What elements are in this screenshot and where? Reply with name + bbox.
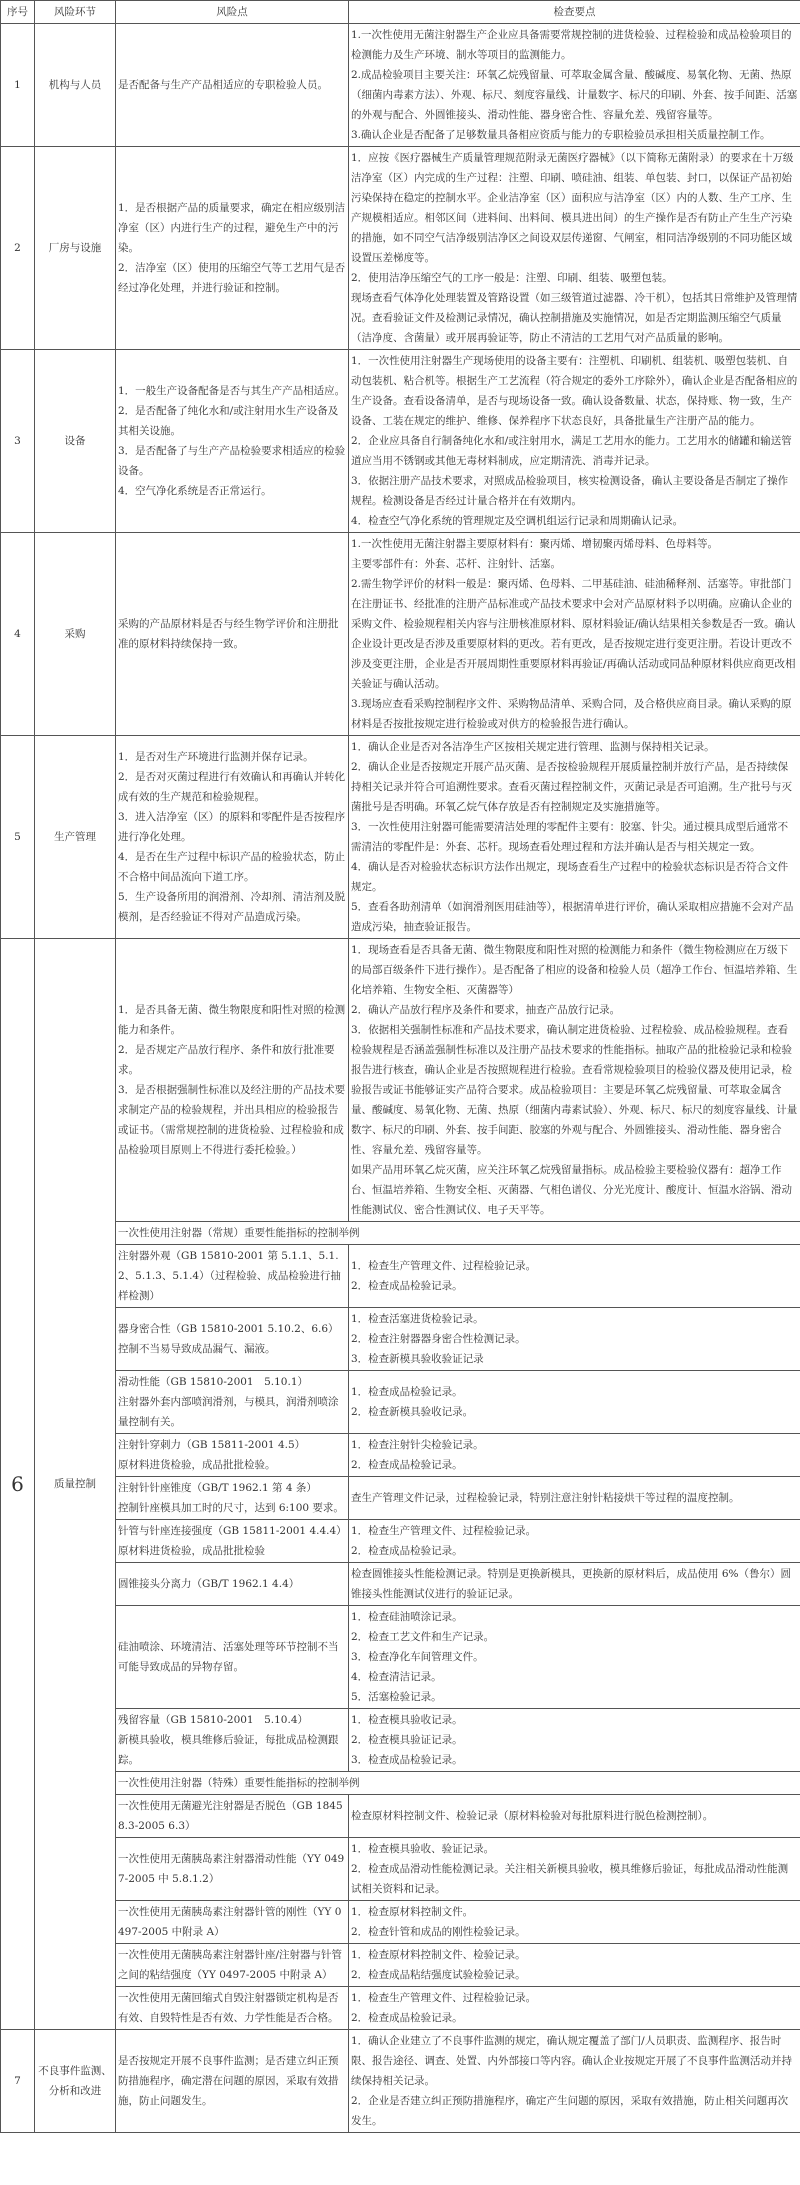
table-row: [1, 736, 800, 939]
text-line: 2．检查新模具验收记录。: [351, 1406, 474, 1418]
text-line: 3．一次性使用注射器可能需要清洁处理的零配件主要有：胶塞、针尖。通过模具成型后通常不需清洁的零配件是：外套、芯杆。现场查看处理过程和方法并确认是否与相关规定一致。: [351, 821, 789, 853]
sub-section-title: 一次性使用注射器（特殊）重要性能指标的控制举例: [116, 1772, 800, 1795]
sub-item-indicator: [116, 1308, 349, 1371]
sub-item-check: [349, 1795, 800, 1838]
text-line: 1．检查原材料控制文件、检验记录。: [351, 1949, 526, 1961]
text-line: 4．是否在生产过程中标识产品的检验状态，防止不合格中间品流向下道工序。: [118, 851, 346, 883]
text-line: 3.现场应查看采购控制程序文件、采购物品清单、采购合同，及合格供应商目录。确认采购的原材料是否按批按规定进行检验或对供方的检验报告进行确认。: [351, 698, 792, 730]
sub-item-indicator: [116, 1245, 349, 1308]
risk-point: [116, 350, 349, 533]
row-number: 5: [1, 736, 35, 939]
sub-section-title-row: [1, 1222, 800, 1245]
text-line: 一次性使用无菌回缩式自毁注射器锁定机构是否有效、自毁特性是否有效、力学性能是否合格。: [118, 1992, 339, 2024]
text-line: 新模具验收，模具维修后验证，每批成品检测跟踪。: [118, 1734, 339, 1766]
text-line: 一次性使用无菌避光注射器是否脱色（GB 18458.3-2005 6.3）: [118, 1800, 343, 1832]
text-line: 1.一次性使用无菌注射器主要原材料有：聚丙烯、增韧聚丙烯母料、色母料等。: [351, 538, 719, 550]
sub-item-indicator: [116, 1477, 349, 1520]
text-line: 2．检查成品检验记录。: [351, 1459, 463, 1471]
risk-link: 采购: [35, 533, 116, 736]
text-line: 3．依据注册产品技术要求，对照成品检验项目，核实检测设备，确认主要设备是否制定了操作规程。检测设备是否经过计量合格并在有效期内。: [351, 475, 789, 507]
sub-item-row: [1, 1901, 800, 1944]
text-line: 一次性使用无菌胰岛素注射器滑动性能（YY 0497-2005 中 5.8.1.2）: [118, 1853, 345, 1885]
text-line: 注射器外套内部喷润滑剂，与模具，润滑剂喷涂量控制有关。: [118, 1396, 339, 1428]
text-line: 2．检查成品检验记录。: [351, 2012, 463, 2024]
sub-item-indicator: [116, 1434, 349, 1477]
text-line: 1．检查生产管理文件、过程检验记录。: [351, 1992, 537, 2004]
text-line: 2．是否规定产品放行程序、条件和放行批准要求。: [118, 1044, 335, 1076]
table-row: [1, 24, 800, 147]
text-line: 1．检查生产管理文件、过程检验记录。: [351, 1260, 537, 1272]
risk-point: [116, 736, 349, 939]
text-line: 4．检查空气净化系统的管理规定及空调机组运行记录和周期确认记录。: [351, 515, 684, 527]
sub-item-row: [1, 1371, 800, 1434]
sub-item-row: [1, 1944, 800, 1987]
table-row: [1, 350, 800, 533]
text-line: 圆锥接头分离力（GB/T 1962.1 4.4）: [118, 1578, 300, 1590]
sub-item-indicator: [116, 1944, 349, 1987]
table-body: [1, 24, 800, 2133]
sub-item-row: [1, 1987, 800, 2030]
risk-point: [116, 2030, 349, 2133]
text-line: 2．检查注射器器身密合性检测记录。: [351, 1333, 526, 1345]
risk-link: 厂房与设施: [35, 147, 116, 350]
text-line: 2．检查成品粘结强度试验检验记录。: [351, 1969, 526, 1981]
check-points: [349, 24, 800, 147]
sub-item-row: [1, 1520, 800, 1563]
sub-item-row: [1, 1563, 800, 1606]
text-line: 1．检查成品检验记录。: [351, 1386, 463, 1398]
row-number: 4: [1, 533, 35, 736]
sub-item-check: [349, 1308, 800, 1371]
risk-link: 质量控制: [35, 939, 116, 2030]
text-line: 注射针穿刺力（GB 15811-2001 4.5）: [118, 1439, 306, 1451]
text-line: 1．一次性使用注射器生产现场使用的设备主要有：注塑机、印刷机、组装机、吸塑包装机、自动包装机、粘合机等。根据生产工艺流程（符合规定的委外工序除外），确认企业是否配备相应的生产设备。查看设备清单，是否与现场设备一致。确认设备数量、状态，保持账、物一致，生产设备、工装在规定的维护、维修、保养程序下状态良好，具备批量生产注册产品的能力。: [351, 355, 798, 427]
text-line: 4．检查清洁记录。: [351, 1671, 442, 1683]
row-number: 1: [1, 24, 35, 147]
text-line: 针管与针座连接强度（GB 15811-2001 4.4.4）: [118, 1525, 347, 1537]
sub-item-row: [1, 1245, 800, 1308]
text-line: 2.成品检验项目主要关注：环氧乙烷残留量、可萃取金属含量、酸碱度、易氧化物、无菌、热原（细菌内毒素方法）、外观、标尺、刻度容量线、计量数字、标尺的印刷、外套、按手间距、活塞的外观与配合、外圆锥接头、滑动性能、器身密合性、容量允差、残留容量等。: [351, 69, 798, 121]
text-line: 注射器外观（GB 15810-2001 第 5.1.1、5.1.2、5.1.3、5.1.4）（过程检验、成品检验进行抽样检测）: [118, 1250, 341, 1302]
risk-point: [116, 533, 349, 736]
text-line: 4．空气净化系统是否正常运行。: [118, 485, 272, 497]
text-line: 采购的产品原材料是否与经生物学评价和注册批准的原材料持续保持一致。: [118, 618, 339, 650]
text-line: 2.需生物学评价的材料一般是：聚丙烯、色母料、二甲基硅油、硅油稀释剂、活塞等。审批部门在注册证书、经批准的注册产品标准或产品技术要求中会对产品原材料予以明确。应确认企业的采购文件、检验规程相关内容与注册核准原材料、原材料验证/确认结果相关参数是否一致。确认企业设计更改是否涉及重要原材料的更改。若有更改，是否按规定进行变更注册。若设计更改不涉及变更注册，企业是否开展周期性重要原材料再验证/再确认活动或同品种原材料供应商更改相关验证与确认活动。: [351, 578, 796, 690]
sub-item-indicator: [116, 1709, 349, 1772]
sub-item-row: [1, 1308, 800, 1371]
text-line: 2．确认产品放行程序及条件和要求，抽查产品放行记录。: [351, 1004, 621, 1016]
sub-item-check: [349, 1709, 800, 1772]
text-line: 查生产管理文件记录，过程检验记录，特别注意注射针粘接烘干等过程的温度控制。: [351, 1492, 740, 1504]
risk-point: [116, 939, 349, 1222]
sub-item-check: [349, 1606, 800, 1709]
header-no: 序号: [1, 1, 35, 24]
text-line: 5．查看各助剂清单（如润滑剂医用硅油等），根据清单进行评价，确认采取相应措施不会对产品造成污染，抽查验证报告。: [351, 901, 794, 933]
text-line: 1．检查硅油喷涂记录。: [351, 1611, 463, 1623]
sub-item-indicator: [116, 1838, 349, 1901]
text-line: 控制针座模具加工时的尺寸，达到 6:100 要求。: [118, 1502, 344, 1514]
text-line: 3．依据相关强制性标准和产品技术要求，确认制定进货检验、过程检验、成品检验规程。查看检验规程是否涵盖强制性标准以及注册产品技术要求的性能指标。抽取产品的批检验记录和检验报告进行核查，确认企业是否按照规程进行检验。查看常规检验项目的检验仪器及使用记录，检验报告或证书能够证实产品符合要求。成品检验项目：主要是环氧乙烷残留量、可萃取金属含量、酸碱度、易氧化物、无菌、热原（细菌内毒素试验）、外观、标尺、标尺的刻度容量线、计量数字、标尺的印刷、外套、按手间距、胶塞的外观与配合、外圆锥接头、滑动性能、器身密合性、容量允差、残留容量等。: [351, 1024, 798, 1156]
sub-item-row: [1, 1709, 800, 1772]
text-line: 5．生产设备所用的润滑剂、冷却剂、清洁剂及脱模剂，是否经验证不得对产品造成污染。: [118, 891, 346, 923]
sub-item-check: [349, 1371, 800, 1434]
risk-link: 设备: [35, 350, 116, 533]
text-line: 3．进入洁净室（区）的原料和零配件是否按程序进行净化处理。: [118, 811, 346, 843]
text-line: 是否按规定开展不良事件监测；是否建立纠正预防措施程序，确定潜在问题的原因，采取有效措施，防止问题发生。: [118, 2055, 339, 2107]
sub-item-indicator: [116, 1795, 349, 1838]
sub-item-row: [1, 1838, 800, 1901]
header-risk-point: 风险点: [116, 1, 349, 24]
text-line: 2．检查模具验证记录。: [351, 1734, 463, 1746]
sub-item-row: [1, 1434, 800, 1477]
check-points: [349, 533, 800, 736]
risk-point: [116, 24, 349, 147]
sub-item-check: [349, 1838, 800, 1901]
sub-item-indicator: [116, 1606, 349, 1709]
text-line: 滑动性能（GB 15810-2001 5.10.1）: [118, 1376, 309, 1388]
risk-link: 生产管理: [35, 736, 116, 939]
text-line: 1．检查模具验收记录。: [351, 1714, 463, 1726]
risk-point: [116, 147, 349, 350]
text-line: 现场查看气体净化处理装置及管路设置（如三级管道过滤器、冷干机），包括其日常维护及管理情况。查看验证文件及检测记录情况，确认控制措施及实施情况，如是否定期监测压缩空气质量（洁净度、含菌量）或开展再验证等，防止不清洁的工艺用气对产品质量的影响。: [351, 292, 798, 344]
text-line: 2．洁净室（区）使用的压缩空气等工艺用气是否经过净化处理，并进行验证和控制。: [118, 262, 346, 294]
text-line: 2．检查成品检验记录。: [351, 1280, 463, 1292]
table-header-row: [1, 1, 800, 24]
text-line: 2．确认企业是否按规定开展产品灭菌、是否按检验规程开展质量控制并放行产品，是否持续保持相关记录并符合可追溯性要求。查看灭菌过程控制文件，灭菌记录是否可追溯。生产批号与灭菌批号是否明确。环氧乙烷气体存放是否有控制规定及实施措施等。: [351, 761, 792, 813]
text-line: 注射针针座锥度（GB/T 1962.1 第 4 条）: [118, 1482, 317, 1494]
text-line: 1．检查原材料控制文件。: [351, 1906, 474, 1918]
text-line: 3．检查净化车间管理文件。: [351, 1651, 484, 1663]
text-line: 1．是否对生产环境进行监测并保存记录。: [118, 751, 314, 763]
text-line: 1．一般生产设备配备是否与其生产产品相适应。: [118, 385, 346, 397]
sub-item-check: [349, 1477, 800, 1520]
sub-item-row: [1, 1795, 800, 1838]
text-line: 原材料进货检验，成品批批检验。: [118, 1459, 276, 1471]
table-row: [1, 533, 800, 736]
check-points: [349, 147, 800, 350]
text-line: 一次性使用无菌胰岛素注射器针管的刚性（YY 0497-2005 中附录 A）: [118, 1906, 342, 1938]
sub-item-check: [349, 1245, 800, 1308]
text-line: 3.确认企业是否配备了足够数量具备相应资质与能力的专职检验员承担相关质量控制工作。: [351, 129, 771, 141]
sub-item-indicator: [116, 1987, 349, 2030]
check-points: [349, 736, 800, 939]
risk-link: 机构与人员: [35, 24, 116, 147]
text-line: 3．是否配备了与生产产品检验要求相适应的检验设备。: [118, 445, 346, 477]
text-line: 残留容量（GB 15810-2001 5.10.4）: [118, 1714, 309, 1726]
row-number: 7: [1, 2030, 35, 2133]
text-line: 主要零部件有：外套、芯杆、注射针、活塞。: [351, 558, 561, 570]
sub-section-title: 一次性使用注射器（常规）重要性能指标的控制举例: [116, 1222, 800, 1245]
header-risk-link: 风险环节: [35, 1, 116, 24]
sub-item-check: [349, 1901, 800, 1944]
text-line: 是否配备与生产产品相适应的专职检验人员。: [118, 79, 328, 91]
sub-item-indicator: [116, 1563, 349, 1606]
row-number: 3: [1, 350, 35, 533]
text-line: 1．是否具备无菌、微生物限度和阳性对照的检测能力和条件。: [118, 1004, 346, 1036]
text-line: 5．活塞检验记录。: [351, 1691, 442, 1703]
text-line: 如果产品用环氧乙烷灭菌，应关注环氧乙烷残留量指标。成品检验主要检验仪器有：超净工作台、恒温培养箱、生物安全柜、灭菌器、气相色谱仪、分光光度计、酸度计、恒温水浴锅、滑动性能测试仪、密合性测试仪、电子天平等。: [351, 1164, 792, 1216]
text-line: 2．使用洁净压缩空气的工序一般是：注塑、印刷、组装、吸塑包装。: [351, 272, 673, 284]
row-number: 2: [1, 147, 35, 350]
row-number: 6: [1, 939, 35, 2030]
check-points: [349, 2030, 800, 2133]
text-line: 1．现场查看是否具备无菌、微生物限度和阳性对照的检测能力和条件（微生物检测应在万级下的局部百级条件下进行操作）。是否配备了相应的设备和检验人员（超净工作台、恒温培养箱、生化培养箱、生物安全柜、灭菌器等）: [351, 944, 798, 996]
text-line: 1．检查活塞进货检验记录。: [351, 1313, 484, 1325]
sub-item-check: [349, 1987, 800, 2030]
header-check-points: 检查要点: [349, 1, 800, 24]
check-points: [349, 350, 800, 533]
text-line: 一次性使用无菌胰岛素注射器针座/注射器与针管之间的粘结强度（YY 0497-2005 中附录 A）: [118, 1949, 343, 1981]
text-line: 2．检查成品检验记录。: [351, 1545, 463, 1557]
sub-item-check: [349, 1563, 800, 1606]
text-line: 1．检查注射针尖检验记录。: [351, 1439, 484, 1451]
text-line: 原材料进货检验，成品批批检验: [118, 1545, 265, 1557]
sub-item-indicator: [116, 1520, 349, 1563]
sub-item-check: [349, 1944, 800, 1987]
text-line: 4．确认是否对检验状态标识方法作出规定，现场查看生产过程中的检验状态标识是否符合文件规定。: [351, 861, 789, 893]
text-line: 1．检查模具验收、验证记录。: [351, 1843, 495, 1855]
text-line: 2．企业应具备自行制备纯化水和/或注射用水，满足工艺用水的能力。工艺用水的储罐和输送管道应当用不锈钢或其他无毒材料制成，应定期清洗、消毒并记录。: [351, 435, 792, 467]
text-line: 1．应按《医疗器械生产质量管理规范附录无菌医疗器械》（以下简称无菌附录）的要求在十万级洁净室（区）内完成的生产过程：注塑、印刷、喷硅油、组装、单包装、封口，以保证产品初始污染保持在稳定的控制水平。企业洁净室（区）面积应与洁净室（区）内的人数、生产工序、生产规模相适应。相邻区间（进料间、出料间、模具进出间）的生产操作是否有防止产生生产污染的措施，如不同空气洁净级别洁净区之间设双层传递窗、气闸室，相同洁净级别的不同功能区域设置压差梯度等。: [351, 152, 794, 264]
sub-item-row: [1, 1606, 800, 1709]
sub-item-check: [349, 1434, 800, 1477]
table-row: [1, 939, 800, 1222]
text-line: 1．是否根据产品的质量要求，确定在相应级别洁净室（区）内进行生产的过程，避免生产中的污染。: [118, 202, 346, 254]
text-line: 3．检查成品检验记录。: [351, 1754, 463, 1766]
text-line: 硅油喷涂、环境清洁、活塞处理等环节控制不当可能导致成品的异物存留。: [118, 1641, 339, 1673]
text-line: 3．检查新模具验收验证记录: [351, 1353, 484, 1365]
table-row: [1, 2030, 800, 2133]
text-line: 2．企业是否建立纠正预防措施程序，确定产生问题的原因，采取有效措施，防止相关问题再次发生。: [351, 2095, 789, 2127]
text-line: 3．是否根据强制性标准以及经注册的产品技术要求制定产品的检验规程，并出具相应的检验报告或证书。（需常规控制的进货检验、过程检验和成品检验项目原则上不得进行委托检验。）: [118, 1084, 346, 1156]
text-line: 2．是否配备了纯化水和/或注射用水生产设备及其相关设施。: [118, 405, 339, 437]
text-line: 控制不当易导致成品漏气、漏液。: [118, 1343, 276, 1355]
sub-item-indicator: [116, 1371, 349, 1434]
text-line: 2．检查工艺文件和生产记录。: [351, 1631, 495, 1643]
sub-item-row: [1, 1477, 800, 1520]
text-line: 检查原材料控制文件、检验记录（原材料检验对每批原料进行脱色检测控制）。: [351, 1810, 714, 1822]
sub-item-check: [349, 1520, 800, 1563]
table-row: [1, 147, 800, 350]
text-line: 2．检查针管和成品的刚性检验记录。: [351, 1926, 526, 1938]
risk-link: 不良事件监测、分析和改进: [35, 2030, 116, 2133]
text-line: 1．确认企业建立了不良事件监测的规定，确认规定覆盖了部门/人员职责、监测程序、报告时限、报告途径、调查、处置、内外部接口等内容。确认企业按规定开展了不良事件监测活动并持续保持相关记录。: [351, 2035, 792, 2087]
check-points: [349, 939, 800, 1222]
text-line: 2．是否对灭菌过程进行有效确认和再确认并转化成有效的生产规范和检验规程。: [118, 771, 346, 803]
text-line: 2．检查成品滑动性能检测记录。关注相关新模具验收，模具维修后验证，每批成品滑动性能测试相关资料和记录。: [351, 1863, 789, 1895]
text-line: 1．检查生产管理文件、过程检验记录。: [351, 1525, 537, 1537]
text-line: 1．确认企业是否对各洁净生产区按相关规定进行管理、监测与保持相关记录。: [351, 741, 715, 753]
text-line: 1.一次性使用无菌注射器生产企业应具备需要常规控制的进货检验、过程检验和成品检验项目的检测能力及生产环境、制水等项目的监测能力。: [351, 29, 792, 61]
sub-item-indicator: [116, 1901, 349, 1944]
text-line: 器身密合性（GB 15810-2001 5.10.2、6.6）: [118, 1323, 339, 1335]
text-line: 检查圆锥接头性能检测记录。特别是更换新模具，更换新的原材料后，成品使用 6%（鲁尔）圆锥接头性能测试仪进行的验证记录。: [351, 1568, 791, 1600]
sub-section-title-row: [1, 1772, 800, 1795]
